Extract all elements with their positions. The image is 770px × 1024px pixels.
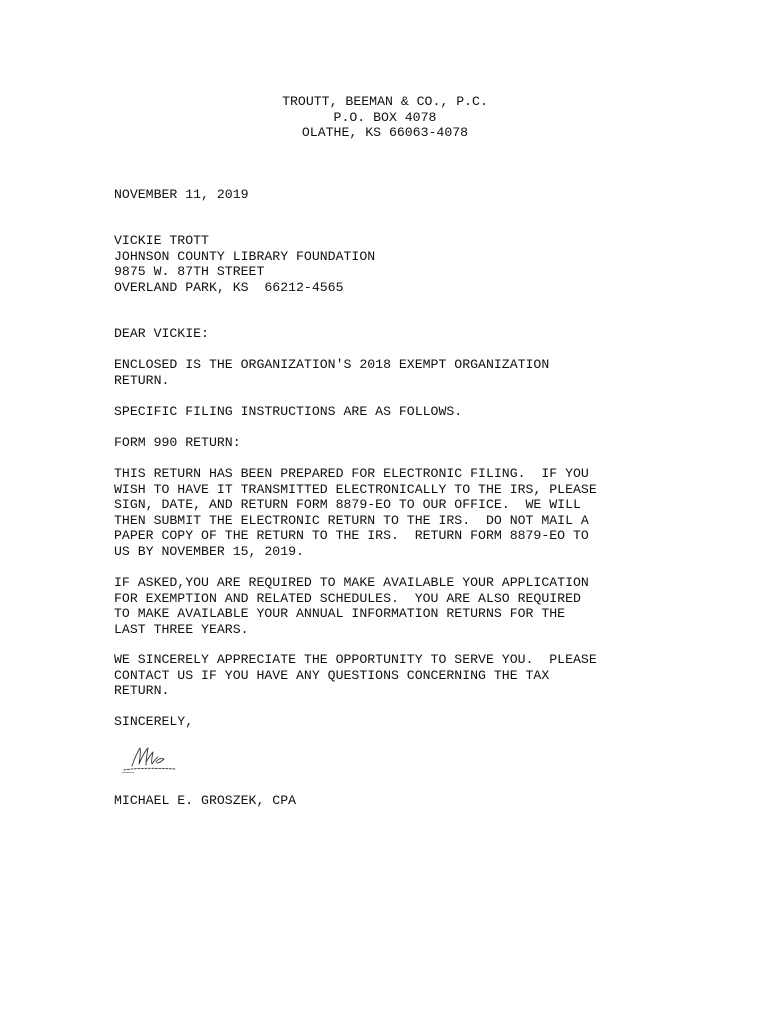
paragraph-line: WISH TO HAVE IT TRANSMITTED ELECTRONICALLY TO THE IRS, PLEASE [114, 481, 597, 497]
paragraph-line: FORM 990 RETURN: [114, 435, 241, 450]
recipient-street: 9875 W. 87TH STREET [114, 264, 265, 279]
paragraph-line: LAST THREE YEARS. [114, 621, 249, 637]
paragraph-line: SIGN, DATE, AND RETURN FORM 8879-EO TO OUR OFFICE. WE WILL [114, 497, 581, 512]
signer-name: MICHAEL E. GROSZEK, CPA [114, 793, 297, 808]
recipient-city-state-zip: OVERLAND PARK, KS 66212-4565 [114, 279, 344, 295]
closing-text: SINCERELY, [114, 714, 194, 729]
recipient-address [114, 233, 694, 295]
paragraph-line: CONTACT US IF YOU HAVE ANY QUESTIONS CONCERNING THE TAX [114, 667, 550, 683]
recipient-organization: JOHNSON COUNTY LIBRARY FOUNDATION [114, 248, 376, 264]
paragraph-form-heading [114, 435, 694, 451]
salutation [114, 326, 694, 342]
letterhead [0, 94, 770, 141]
firm-city-state-zip: OLATHE, KS 66063-4078 [301, 125, 469, 140]
paragraph-line: THIS RETURN HAS BEEN PREPARED FOR ELECTRONIC FILING. IF YOU [114, 466, 589, 481]
firm-name: TROUTT, BEEMAN & CO., P.C. [282, 94, 488, 109]
paragraph-availability [114, 575, 694, 637]
paragraph-line: WE SINCERELY APPRECIATE THE OPPORTUNITY TO SERVE YOU. PLEASE [114, 652, 597, 667]
letter-date [114, 187, 694, 203]
paragraph-line: THEN SUBMIT THE ELECTRONIC RETURN TO THE IRS. DO NOT MAIL A [114, 512, 589, 528]
firm-po-box: P.O. BOX 4078 [333, 109, 437, 125]
paragraph-line: ENCLOSED IS THE ORGANIZATION'S 2018 EXEMPT ORGANIZATION [114, 357, 550, 372]
paragraph-line: US BY NOVEMBER 15, 2019. [114, 543, 304, 559]
paragraph-instructions [114, 404, 694, 420]
salutation-text: DEAR VICKIE: [114, 326, 209, 341]
paragraph-line: FOR EXEMPTION AND RELATED SCHEDULES. YOU ARE ALSO REQUIRED [114, 590, 581, 606]
signer [114, 793, 694, 809]
paragraph-electronic-filing [114, 466, 694, 559]
paragraph-appreciation [114, 652, 694, 699]
paragraph-line: IF ASKED,YOU ARE REQUIRED TO MAKE AVAILABLE YOUR APPLICATION [114, 575, 589, 590]
date-text: NOVEMBER 11, 2019 [114, 187, 249, 202]
paragraph-line: TO MAKE AVAILABLE YOUR ANNUAL INFORMATION RETURNS FOR THE [114, 606, 566, 621]
signature-image [118, 742, 184, 778]
paragraph-line: RETURN. [114, 372, 170, 388]
paragraph-line: RETURN. [114, 683, 170, 698]
paragraph-line: PAPER COPY OF THE RETURN TO THE IRS. RETURN FORM 8879-EO TO [114, 528, 589, 543]
closing [114, 714, 694, 730]
paragraph-line: SPECIFIC FILING INSTRUCTIONS ARE AS FOLLOWS. [114, 404, 463, 419]
paragraph-enclosed [114, 357, 694, 388]
recipient-name: VICKIE TROTT [114, 233, 209, 248]
